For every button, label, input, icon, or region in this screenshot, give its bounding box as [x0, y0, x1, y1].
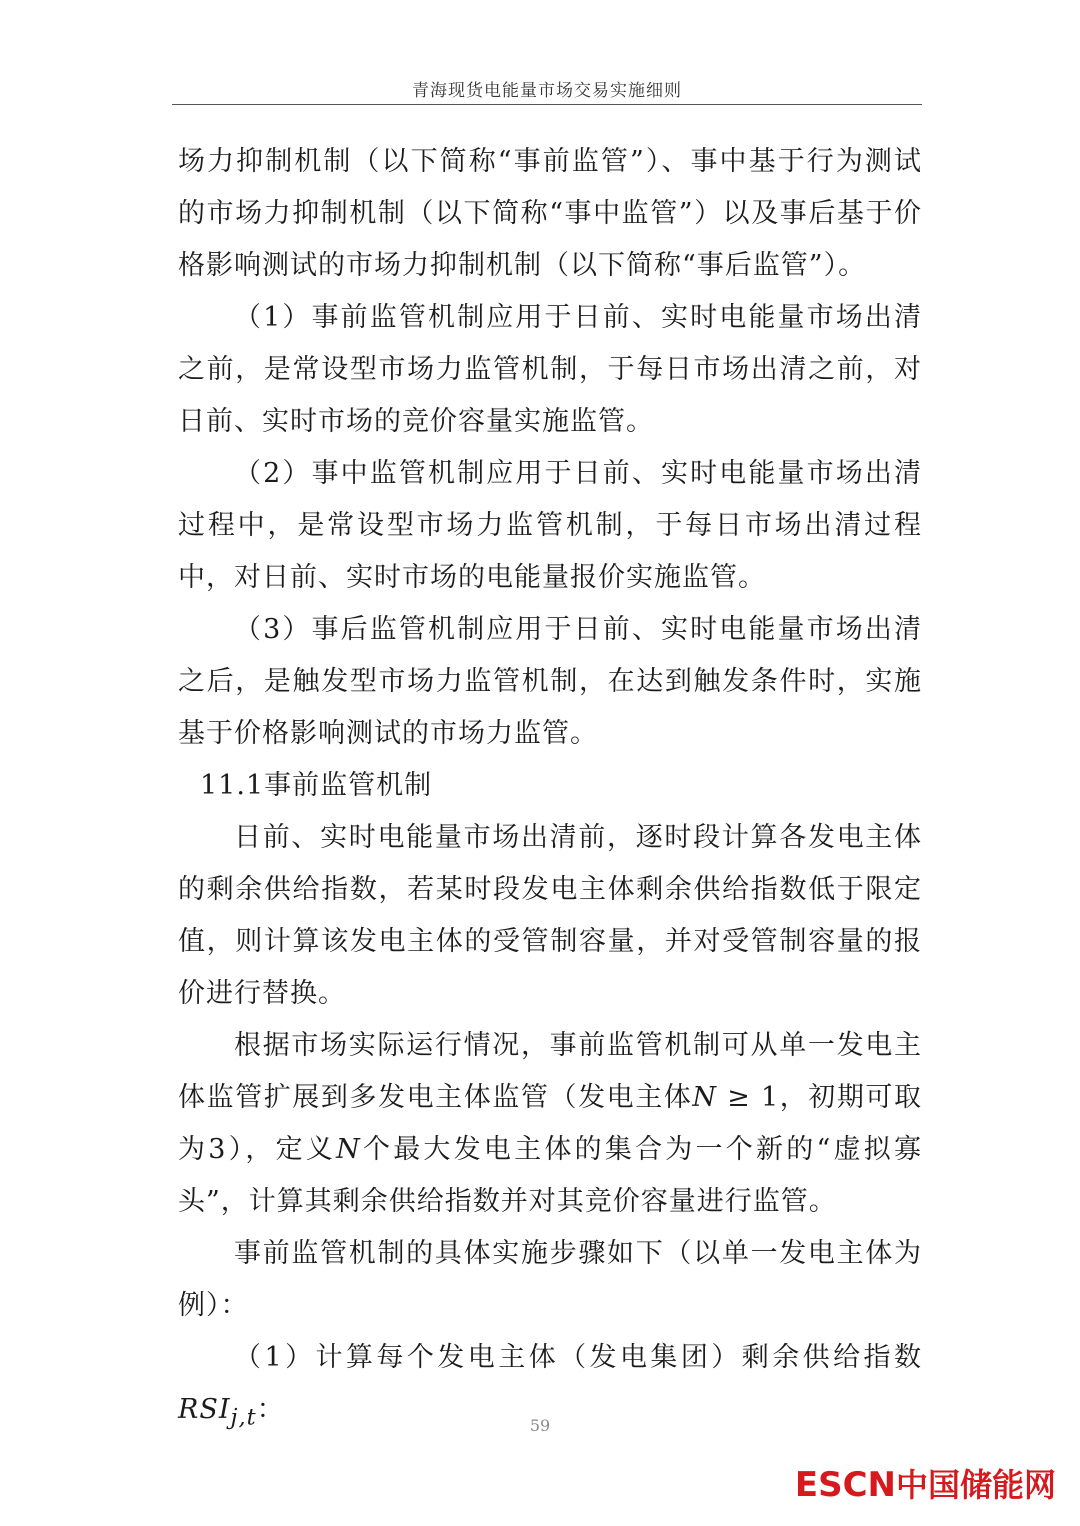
text-run: ：: [256, 1394, 285, 1425]
section-heading: 11.1事前监管机制: [200, 770, 433, 801]
math-variable: N: [336, 1134, 361, 1165]
paragraph: [178, 1020, 922, 1228]
paragraph: 场力抑制机制（以下简称“事前监管”）、事中基于行为测试的市场力抑制机制（以下简称“事中监管”）以及事后基于价格影响测试的市场力抑制机制（以下简称“事后监管”）。: [178, 146, 922, 281]
header-rule: [172, 104, 922, 105]
paragraph: （2）事中监管机制应用于日前、实时电能量市场出清过程中，是常设型市场力监管机制，于每日市场出清过程中，对日前、实时市场的电能量报价实施监管。: [178, 458, 922, 593]
watermark-latin: ESCN: [794, 1465, 896, 1505]
running-header: 青海现货电能量市场交易实施细则: [412, 81, 682, 101]
math-variable: RSI: [178, 1394, 231, 1425]
text-run: 根据市场实际运行情况，事前监管机制可从单一发电主体监管扩展到多发电主体监管（发电主体: [178, 1030, 922, 1113]
watermark-logo: [795, 1460, 1056, 1506]
paragraph: 日前、实时电能量市场出清前，逐时段计算各发电主体的剩余供给指数，若某时段发电主体剩余供给指数低于限定值，则计算该发电主体的受管制容量，并对受管制容量的报价进行替换。: [178, 822, 922, 1009]
paragraph: （1）事前监管机制应用于日前、实时电能量市场出清之前，是常设型市场力监管机制，于每日市场出清之前，对日前、实时市场的竞价容量实施监管。: [178, 302, 922, 437]
math-variable: N: [692, 1082, 717, 1113]
text-run: （1）计算每个发电主体（发电集团）剩余供给指数: [234, 1342, 922, 1373]
paragraph: （3）事后监管机制应用于日前、实时电能量市场出清之后，是触发型市场力监管机制，在达到触发条件时，实施基于价格影响测试的市场力监管。: [178, 614, 922, 749]
math-subscript: j,t: [230, 1404, 257, 1431]
paragraph: 事前监管机制的具体实施步骤如下（以单一发电主体为例）：: [178, 1238, 922, 1321]
text-run: 个最大发电主体的集合为一个新的“虚拟寡头”，计算其剩余供给指数并对其竞价容量进行监管。: [178, 1134, 922, 1217]
math-condition: ≥ 1: [717, 1082, 780, 1113]
body-text: [178, 136, 922, 1443]
watermark-cn: 中国储能网: [895, 1466, 1056, 1504]
page-number: 59: [529, 1416, 551, 1435]
text-run: ，初期可取为3），定义: [178, 1082, 923, 1165]
